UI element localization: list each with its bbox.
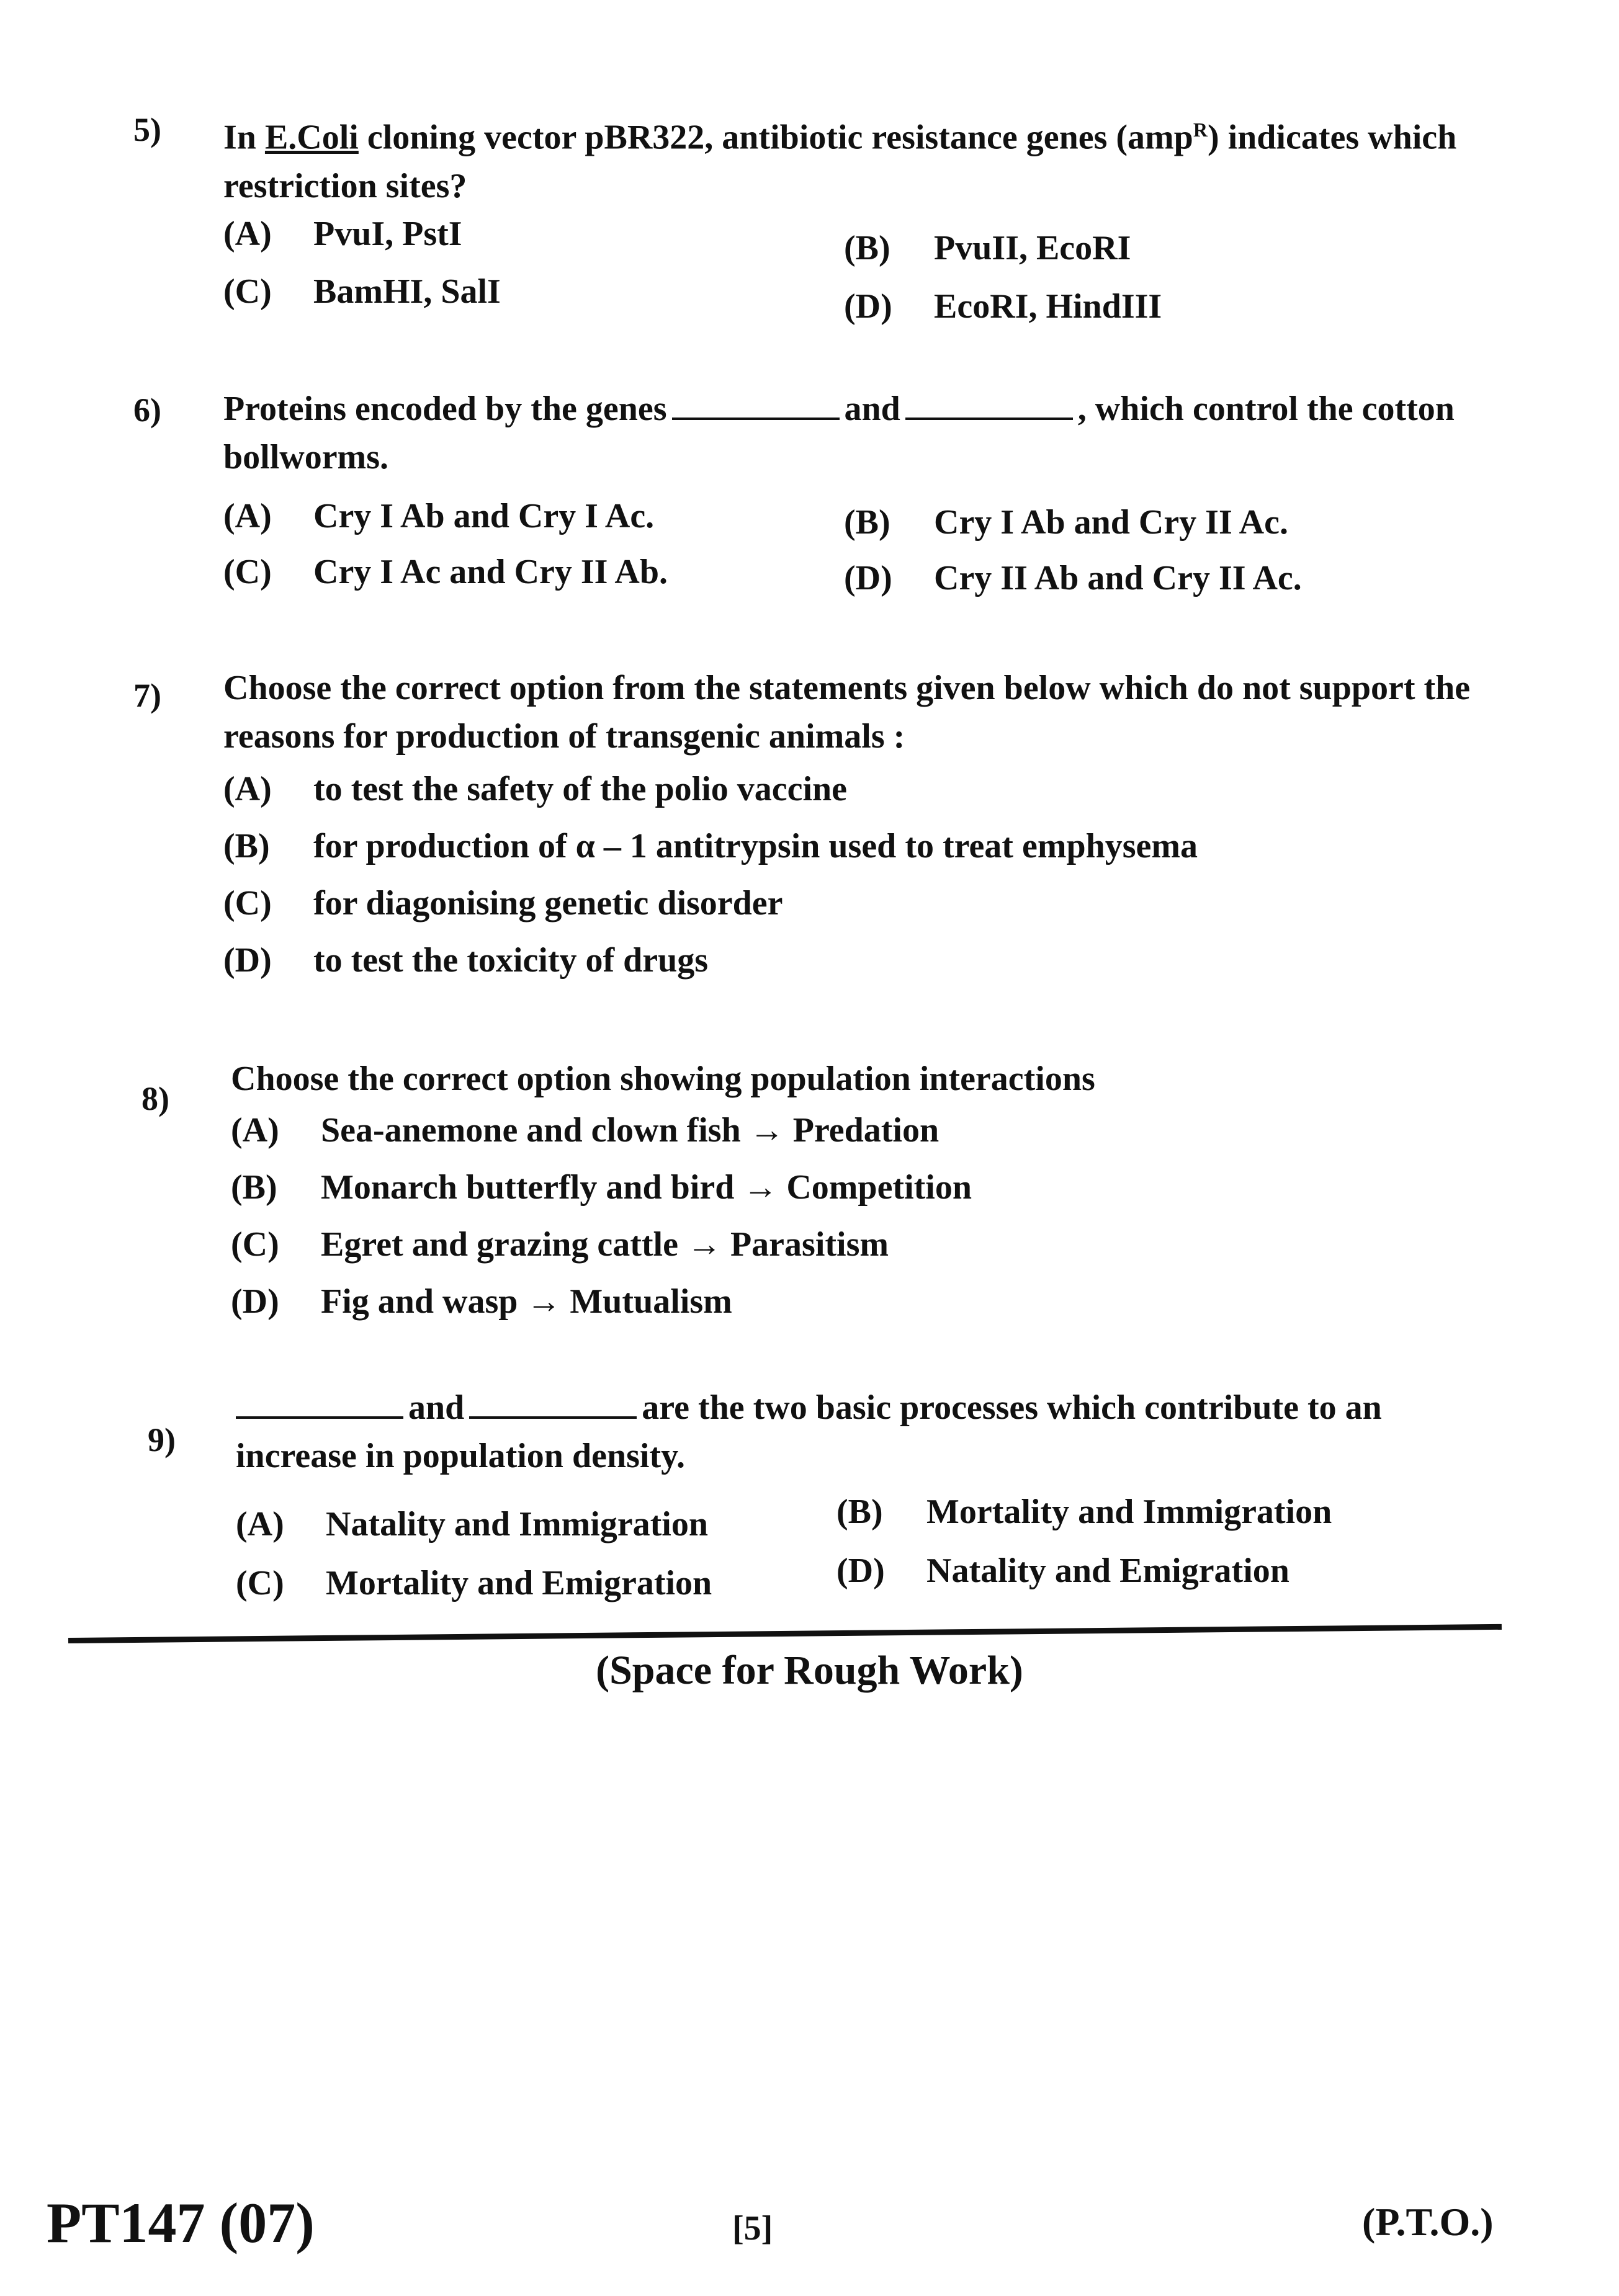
answer-blank (905, 393, 1073, 420)
option-d[interactable]: (D) Natality and Emigration (836, 1552, 1289, 1590)
question-stem: Choose the correct option showing population interactions (231, 1060, 1095, 1098)
option-d[interactable]: (D) Fig and wasp → Mutualism (231, 1282, 732, 1321)
option-d[interactable]: (D) to test the toxicity of drugs (223, 941, 709, 980)
question-number: 6) (133, 391, 161, 429)
page-number: [5] (732, 2209, 773, 2248)
option-c[interactable]: (C) BamHI, SalI (223, 272, 501, 311)
answer-blank (236, 1391, 403, 1419)
divider-line (68, 1624, 1502, 1643)
option-b[interactable]: (B) Mortality and Immigration (836, 1493, 1332, 1531)
option-a[interactable]: (A) Cry I Ab and Cry I Ac. (223, 497, 655, 535)
rough-work-heading: (Space for Rough Work) (596, 1648, 1023, 1693)
option-c[interactable]: (C) Egret and grazing cattle → Parasitism (231, 1225, 889, 1264)
option-b[interactable]: (B) Cry I Ab and Cry II Ac. (844, 503, 1288, 542)
paper-code: PT147 (07) (47, 2191, 315, 2254)
question-stem: Choose the correct option from the statements given below which do not support the reasons for production of transgenic animals : (223, 669, 1471, 756)
option-d[interactable]: (D) Cry II Ab and Cry II Ac. (844, 559, 1302, 597)
option-a[interactable]: (A) Natality and Immigration (236, 1505, 708, 1543)
option-b[interactable]: (B) for production of α – 1 antitrypsin used to treat emphysema (223, 827, 1198, 865)
question-number: 5) (133, 111, 161, 148)
option-a[interactable]: (A) Sea-anemone and clown fish → Predation (231, 1111, 940, 1150)
option-b[interactable]: (B) Monarch butterfly and bird → Competition (231, 1168, 972, 1207)
option-d[interactable]: (D) EcoRI, HindIII (844, 287, 1162, 326)
pto-label: (P.T.O.) (1362, 2200, 1494, 2244)
option-a[interactable]: (A) to test the safety of the polio vaccine (223, 770, 848, 808)
question-stem: Proteins encoded by the genes and , which control the cotton bollworms. (223, 390, 1455, 476)
option-c[interactable]: (C) Cry I Ac and Cry II Ab. (223, 553, 668, 591)
answer-blank (672, 393, 840, 420)
question-stem: In E.Coli cloning vector pBR322, antibiotic resistance genes (amp$^R$) indicates which restriction sites? (223, 118, 1457, 205)
question-number: 9) (148, 1421, 176, 1458)
option-c[interactable]: (C) for diagonising genetic disorder (223, 884, 783, 922)
question-number: 8) (141, 1080, 169, 1117)
option-a[interactable]: (A) PvuI, PstI (223, 215, 462, 253)
question-number: 7) (133, 677, 161, 714)
option-c[interactable]: (C) Mortality and Emigration (236, 1564, 712, 1602)
question-stem: and are the two basic processes which contribute to an increase in population density. (236, 1388, 1382, 1475)
option-b[interactable]: (B) PvuII, EcoRI (844, 229, 1131, 267)
answer-blank (469, 1391, 637, 1419)
